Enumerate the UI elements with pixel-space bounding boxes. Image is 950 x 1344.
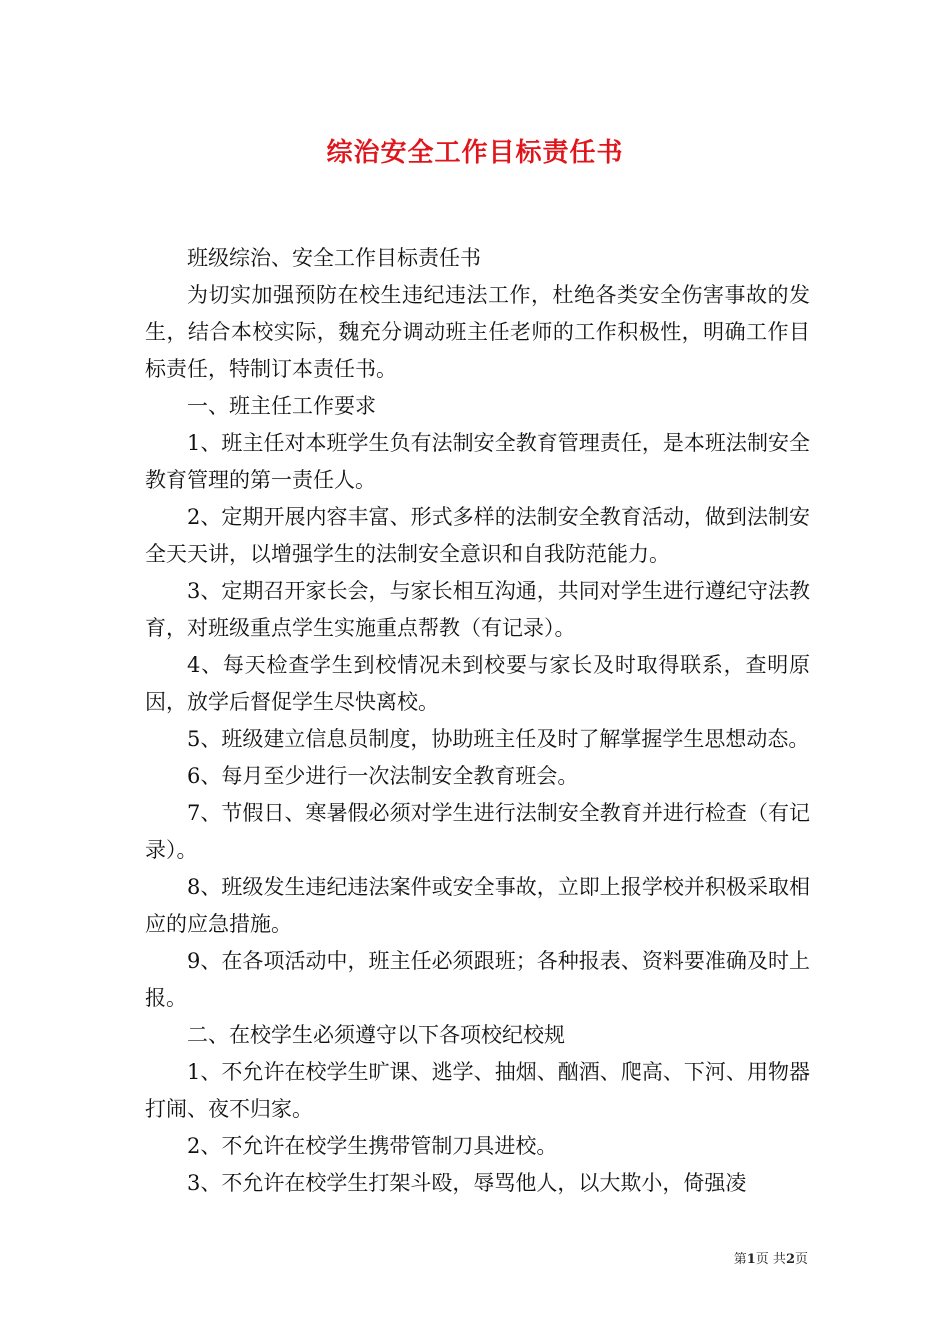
- list-item: 8、班级发生违纪违法案件或安全事故，立即上报学校并积极采取相应的应急措施。: [145, 875, 810, 936]
- list-item: 3、不允许在校学生打架斗殴，辱骂他人，以大欺小，倚强凌: [187, 1171, 747, 1195]
- footer-suffix: 页: [794, 1252, 808, 1267]
- list-item: 1、不允许在校学生旷课、逃学、抽烟、酗酒、爬高、下河、用物器打闹、夜不归家。: [145, 1060, 810, 1121]
- page-footer: [0, 1248, 808, 1267]
- list-item: 3、定期召开家长会，与家长相互沟通，共同对学生进行遵纪守法教育，对班级重点学生实施重点帮教（有记录）。: [145, 579, 810, 640]
- paragraph-subtitle: 班级综治、安全工作目标责任书: [187, 246, 481, 270]
- list-item: 2、定期开展内容丰富、形式多样的法制安全教育活动，做到法制安全天天讲，以增强学生的法制安全意识和自我防范能力。: [145, 505, 810, 566]
- document-body: [145, 240, 810, 1202]
- list-item: 1、班主任对本班学生负有法制安全教育管理责任，是本班法制安全教育管理的第一责任人。: [145, 431, 810, 492]
- current-page-number: 1: [746, 1252, 756, 1267]
- section-heading-1: 一、班主任工作要求: [187, 394, 376, 418]
- section-heading-2: 二、在校学生必须遵守以下各项校纪校规: [187, 1023, 565, 1047]
- list-item: 2、不允许在校学生携带管制刀具进校。: [187, 1134, 558, 1158]
- document-title: 综治安全工作目标责任书: [326, 138, 624, 168]
- total-pages-number: 2: [785, 1252, 795, 1267]
- list-item: 5、班级建立信息员制度，协助班主任及时了解掌握学生思想动态。: [187, 727, 810, 751]
- list-item: 9、在各项活动中，班主任必须跟班；各种报表、资料要准确及时上报。: [145, 949, 810, 1010]
- footer-prefix: 第: [733, 1252, 747, 1267]
- list-item: 7、节假日、寒暑假必须对学生进行法制安全教育并进行检查（有记录）。: [145, 801, 810, 862]
- paragraph-intro: 为切实加强预防在校生违纪违法工作，杜绝各类安全伤害事故的发生，结合本校实际，魏充分调动班主任老师的工作积极性，明确工作目标责任，特制订本责任书。: [145, 283, 810, 381]
- footer-middle: 页 共: [755, 1252, 786, 1267]
- list-item: 4、每天检查学生到校情况未到校要与家长及时取得联系，查明原因，放学后督促学生尽快离校。: [145, 653, 810, 714]
- list-item: 6、每月至少进行一次法制安全教育班会。: [187, 764, 579, 788]
